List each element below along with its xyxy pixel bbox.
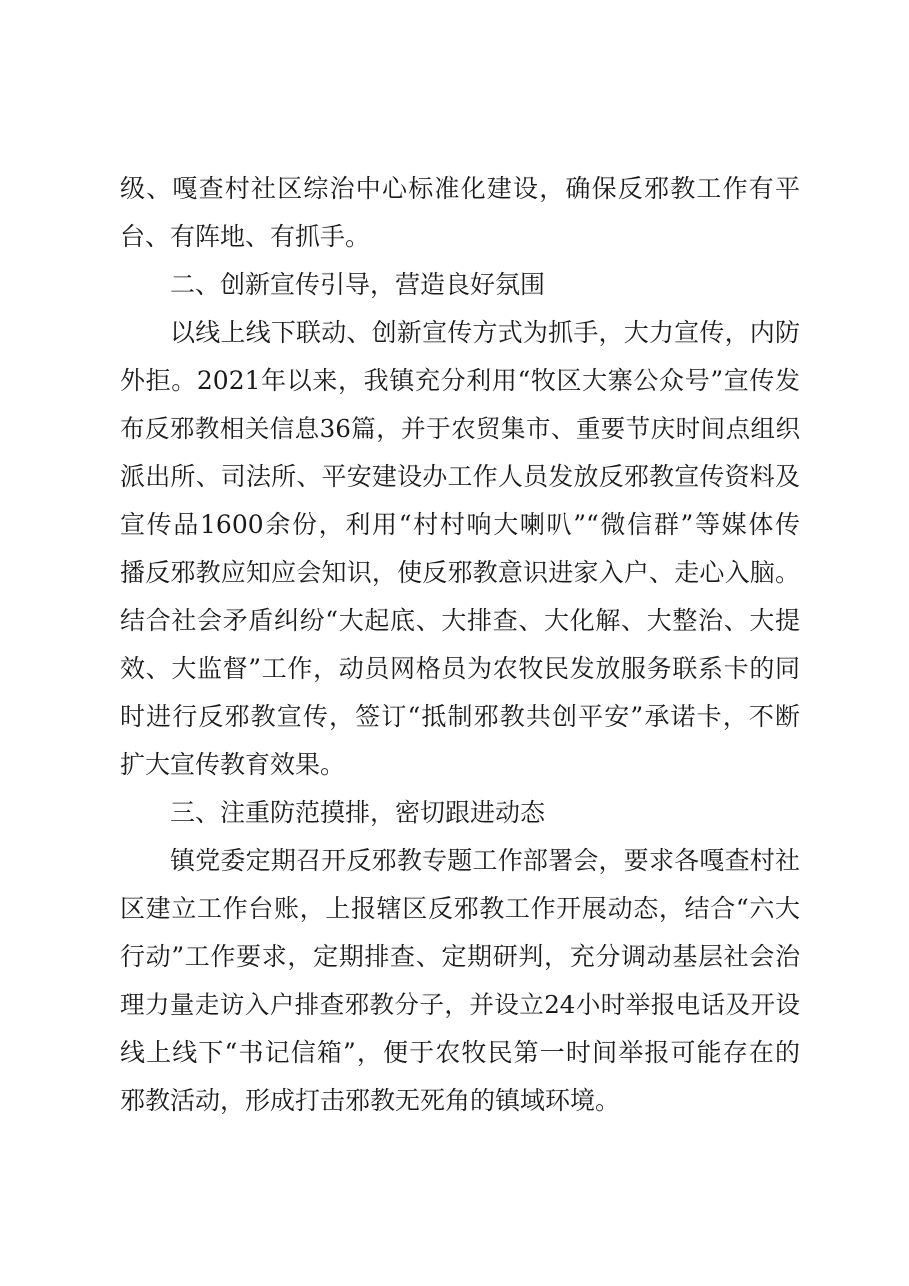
paragraph-line: 扩大宣传教育效果。 bbox=[120, 750, 346, 779]
paragraph-line: 以线上线下联动、创新宣传方式为抓手，大力宣传，内防 bbox=[170, 318, 800, 347]
section-heading: 二、创新宣传引导，营造良好氛围 bbox=[170, 270, 546, 299]
paragraph-line: 布反邪教相关信息36篇，并于农贸集市、重要节庆时间点组织 bbox=[120, 414, 800, 443]
paragraph-line: 台、有阵地、有抓手。 bbox=[120, 222, 371, 251]
paragraph-line: 理力量走访入户排查邪教分子，并设立24小时举报电话及开设 bbox=[120, 990, 800, 1019]
paragraph-line: 结合社会矛盾纠纷“大起底、大排查、大化解、大整治、大提 bbox=[120, 606, 800, 635]
paragraph-line: 外拒。2021年以来，我镇充分利用“牧区大寨公众号”宣传发 bbox=[120, 366, 800, 395]
section-heading: 三、注重防范摸排，密切跟进动态 bbox=[170, 798, 546, 827]
paragraph-line: 区建立工作台账，上报辖区反邪教工作开展动态，结合“六大 bbox=[120, 894, 800, 923]
paragraph-line: 派出所、司法所、平安建设办工作人员发放反邪教宣传资料及 bbox=[120, 462, 800, 491]
paragraph-line: 邪教活动，形成打击邪教无死角的镇域环境。 bbox=[120, 1086, 621, 1115]
paragraph-line: 播反邪教应知应会知识，使反邪教意识进家入户、走心入脑。 bbox=[120, 558, 800, 587]
paragraph-line: 级、嘎查村社区综治中心标准化建设，确保反邪教工作有平 bbox=[120, 174, 800, 203]
paragraph-line: 宣传品1600余份，利用“村村响大喇叭”“微信群”等媒体传 bbox=[120, 510, 800, 539]
paragraph-line: 镇党委定期召开反邪教专题工作部署会，要求各嘎查村社 bbox=[170, 846, 800, 875]
paragraph-line: 时进行反邪教宣传，签订“抵制邪教共创平安”承诺卡，不断 bbox=[120, 702, 800, 731]
paragraph-line: 行动”工作要求，定期排查、定期研判，充分调动基层社会治 bbox=[120, 942, 800, 971]
paragraph-line: 线上线下“书记信箱”，便于农牧民第一时间举报可能存在的 bbox=[120, 1038, 800, 1067]
paragraph-line: 效、大监督”工作，动员网格员为农牧民发放服务联系卡的同 bbox=[120, 654, 800, 683]
